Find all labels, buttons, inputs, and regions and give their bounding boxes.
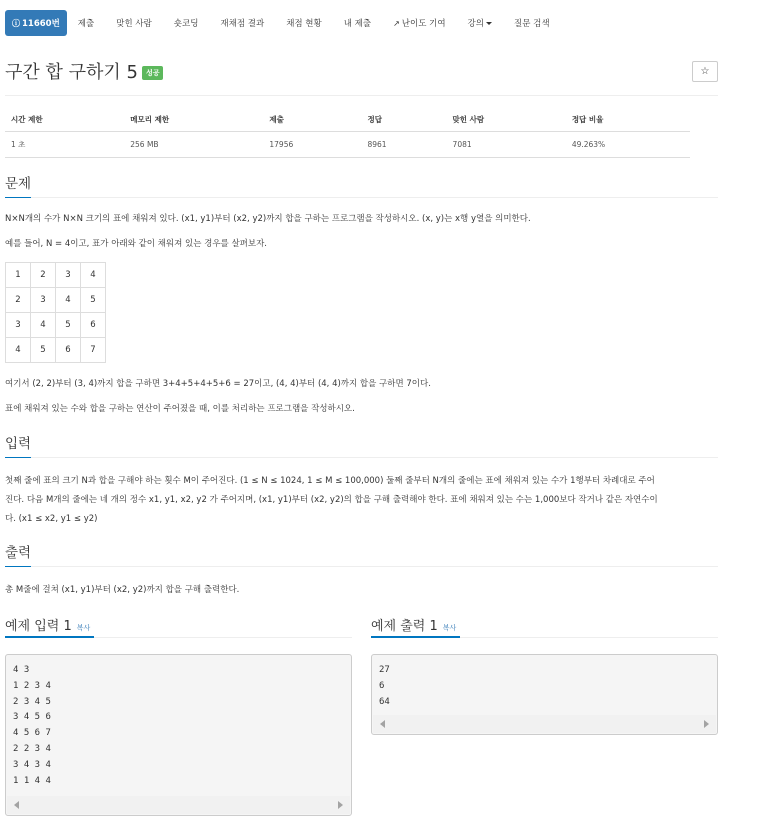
horizontal-scrollbar[interactable] xyxy=(373,715,716,733)
value-memory-limit: 256 MB xyxy=(124,132,263,158)
nav-question-search[interactable]: 질문 검색 xyxy=(513,19,550,29)
problem-text-3: 여기서 (2, 2)부터 (3, 4)까지 합을 구하면 3+4+5+4+5+6 = 27이고, (4, 4)부터 (4, 4)까지 합을 구하면 7이다. xyxy=(5,379,431,389)
sample-output-box[interactable] xyxy=(371,654,718,735)
input-text-1: 첫째 줄에 표의 크기 N과 합을 구해야 하는 횟수 M이 주어진다. (1 ≤ N ≤ 1024, 1 ≤ M ≤ 100,000) 둘째 줄부터 N개의 줄에는 표에 채워져 있는 수가 1행부터 차례대로 주어 xyxy=(5,476,655,486)
grid-cell: 5 xyxy=(31,338,56,363)
grid-cell: 3 xyxy=(31,288,56,313)
input-text-3: 다. (x1 ≤ x2, y1 ≤ y2) xyxy=(5,514,98,524)
problem-info-table xyxy=(5,108,690,158)
section-title-input: 입력 xyxy=(5,432,31,458)
star-icon: ☆ xyxy=(700,66,710,77)
scroll-right-icon[interactable] xyxy=(338,801,343,809)
value-submissions: 17956 xyxy=(263,132,361,158)
grid-cell: 6 xyxy=(81,313,106,338)
header-memory-limit: 메모리 제한 xyxy=(124,108,263,132)
value-accepted: 8961 xyxy=(361,132,446,158)
grid-cell: 5 xyxy=(81,288,106,313)
nav-submit[interactable]: 제출 xyxy=(77,19,95,29)
nav-difficulty[interactable]: ↗ 난이도 기여 xyxy=(393,18,446,29)
input-section-heading xyxy=(5,432,718,458)
section-title-output: 출력 xyxy=(5,541,31,567)
value-time-limit: 1 초 xyxy=(5,132,124,158)
nav-status[interactable]: 채점 현황 xyxy=(286,19,322,29)
grid-cell: 3 xyxy=(56,263,81,288)
nav-problem-id[interactable]: ⓘ 11660번 xyxy=(5,10,67,36)
favorite-button[interactable] xyxy=(692,61,718,82)
problem-title: 구간 합 구하기 5 xyxy=(5,62,138,83)
header-accepted: 정답 xyxy=(361,108,446,132)
sample-output-content: 27 6 64 xyxy=(379,665,390,707)
section-title-problem: 문제 xyxy=(5,172,31,198)
grid-cell: 7 xyxy=(81,338,106,363)
info-icon: ⓘ xyxy=(12,18,20,28)
caret-down-icon xyxy=(486,22,492,25)
nav-rejudge-result[interactable]: 재채점 결과 xyxy=(220,19,265,29)
problem-text-4: 표에 채워져 있는 수와 합을 구하는 연산이 주어졌을 때, 이를 처리하는 프로그램을 작성하시오. xyxy=(5,404,355,414)
divider xyxy=(5,95,718,96)
external-link-icon: ↗ xyxy=(393,18,400,28)
scroll-right-icon[interactable] xyxy=(704,720,709,728)
example-grid xyxy=(5,262,106,363)
problem-title-row xyxy=(5,58,163,84)
value-accept-ratio: 49.263% xyxy=(566,132,690,158)
status-badge: 성공 xyxy=(142,66,164,80)
grid-cell: 5 xyxy=(56,313,81,338)
output-text: 총 M줄에 걸쳐 (x1, y1)부터 (x2, y2)까지 합을 구해 출력한다. xyxy=(5,585,240,595)
copy-input-button[interactable]: 복사 xyxy=(76,624,91,632)
sample-input-content: 4 3 1 2 3 4 2 3 4 5 3 4 5 6 4 5 6 7 2 2 3 4 3 4 3 4 1 1 4 4 xyxy=(13,665,51,786)
grid-cell: 3 xyxy=(6,313,31,338)
problem-text-2: 예를 들어, N = 4이고, 표가 아래와 같이 채워져 있는 경우를 살펴보자. xyxy=(5,239,267,249)
grid-cell: 4 xyxy=(31,313,56,338)
header-submissions: 제출 xyxy=(263,108,361,132)
problem-text-1: N×N개의 수가 N×N 크기의 표에 채워져 있다. (x1, y1)부터 (x2, y2)까지 합을 구하는 프로그램을 작성하시오. (x, y)는 x행 y열을 의미한다. xyxy=(5,214,531,224)
header-time-limit: 시간 제한 xyxy=(5,108,124,132)
copy-output-button[interactable]: 복사 xyxy=(442,624,457,632)
nav-my-submissions[interactable]: 내 제출 xyxy=(343,19,372,29)
scroll-left-icon[interactable] xyxy=(380,720,385,728)
grid-cell: 4 xyxy=(81,263,106,288)
scroll-left-icon[interactable] xyxy=(14,801,19,809)
nav-solved-users[interactable]: 맞힌 사람 xyxy=(116,19,152,29)
value-solved-users: 7081 xyxy=(447,132,566,158)
nav-lecture-dropdown[interactable]: 강의 xyxy=(457,10,503,36)
grid-cell: 1 xyxy=(6,263,31,288)
problem-nav xyxy=(5,10,561,36)
grid-cell: 6 xyxy=(56,338,81,363)
horizontal-scrollbar[interactable] xyxy=(7,796,350,814)
output-section-heading xyxy=(5,541,718,567)
header-accept-ratio: 정답 비율 xyxy=(566,108,690,132)
problem-section-heading xyxy=(5,172,718,198)
grid-cell: 2 xyxy=(31,263,56,288)
sample-output-title: 예제 출력 1 xyxy=(371,619,438,634)
sample-input-title: 예제 입력 1 xyxy=(5,619,72,634)
sample-output-heading xyxy=(371,615,456,634)
grid-cell: 4 xyxy=(56,288,81,313)
sample-input-heading xyxy=(5,615,90,634)
header-solved-users: 맞힌 사람 xyxy=(447,108,566,132)
nav-short-coding[interactable]: 숏코딩 xyxy=(173,19,199,29)
grid-cell: 4 xyxy=(6,338,31,363)
grid-cell: 2 xyxy=(6,288,31,313)
sample-input-box[interactable] xyxy=(5,654,352,816)
input-text-2: 진다. 다음 M개의 줄에는 네 개의 정수 x1, y1, x2, y2 가 주어지며, (x1, y1)부터 (x2, y2)의 합을 구해 출력해야 한다. 표에 채워져 있는 수는 1,000보다 작거나 같은 자연수이 xyxy=(5,495,658,505)
